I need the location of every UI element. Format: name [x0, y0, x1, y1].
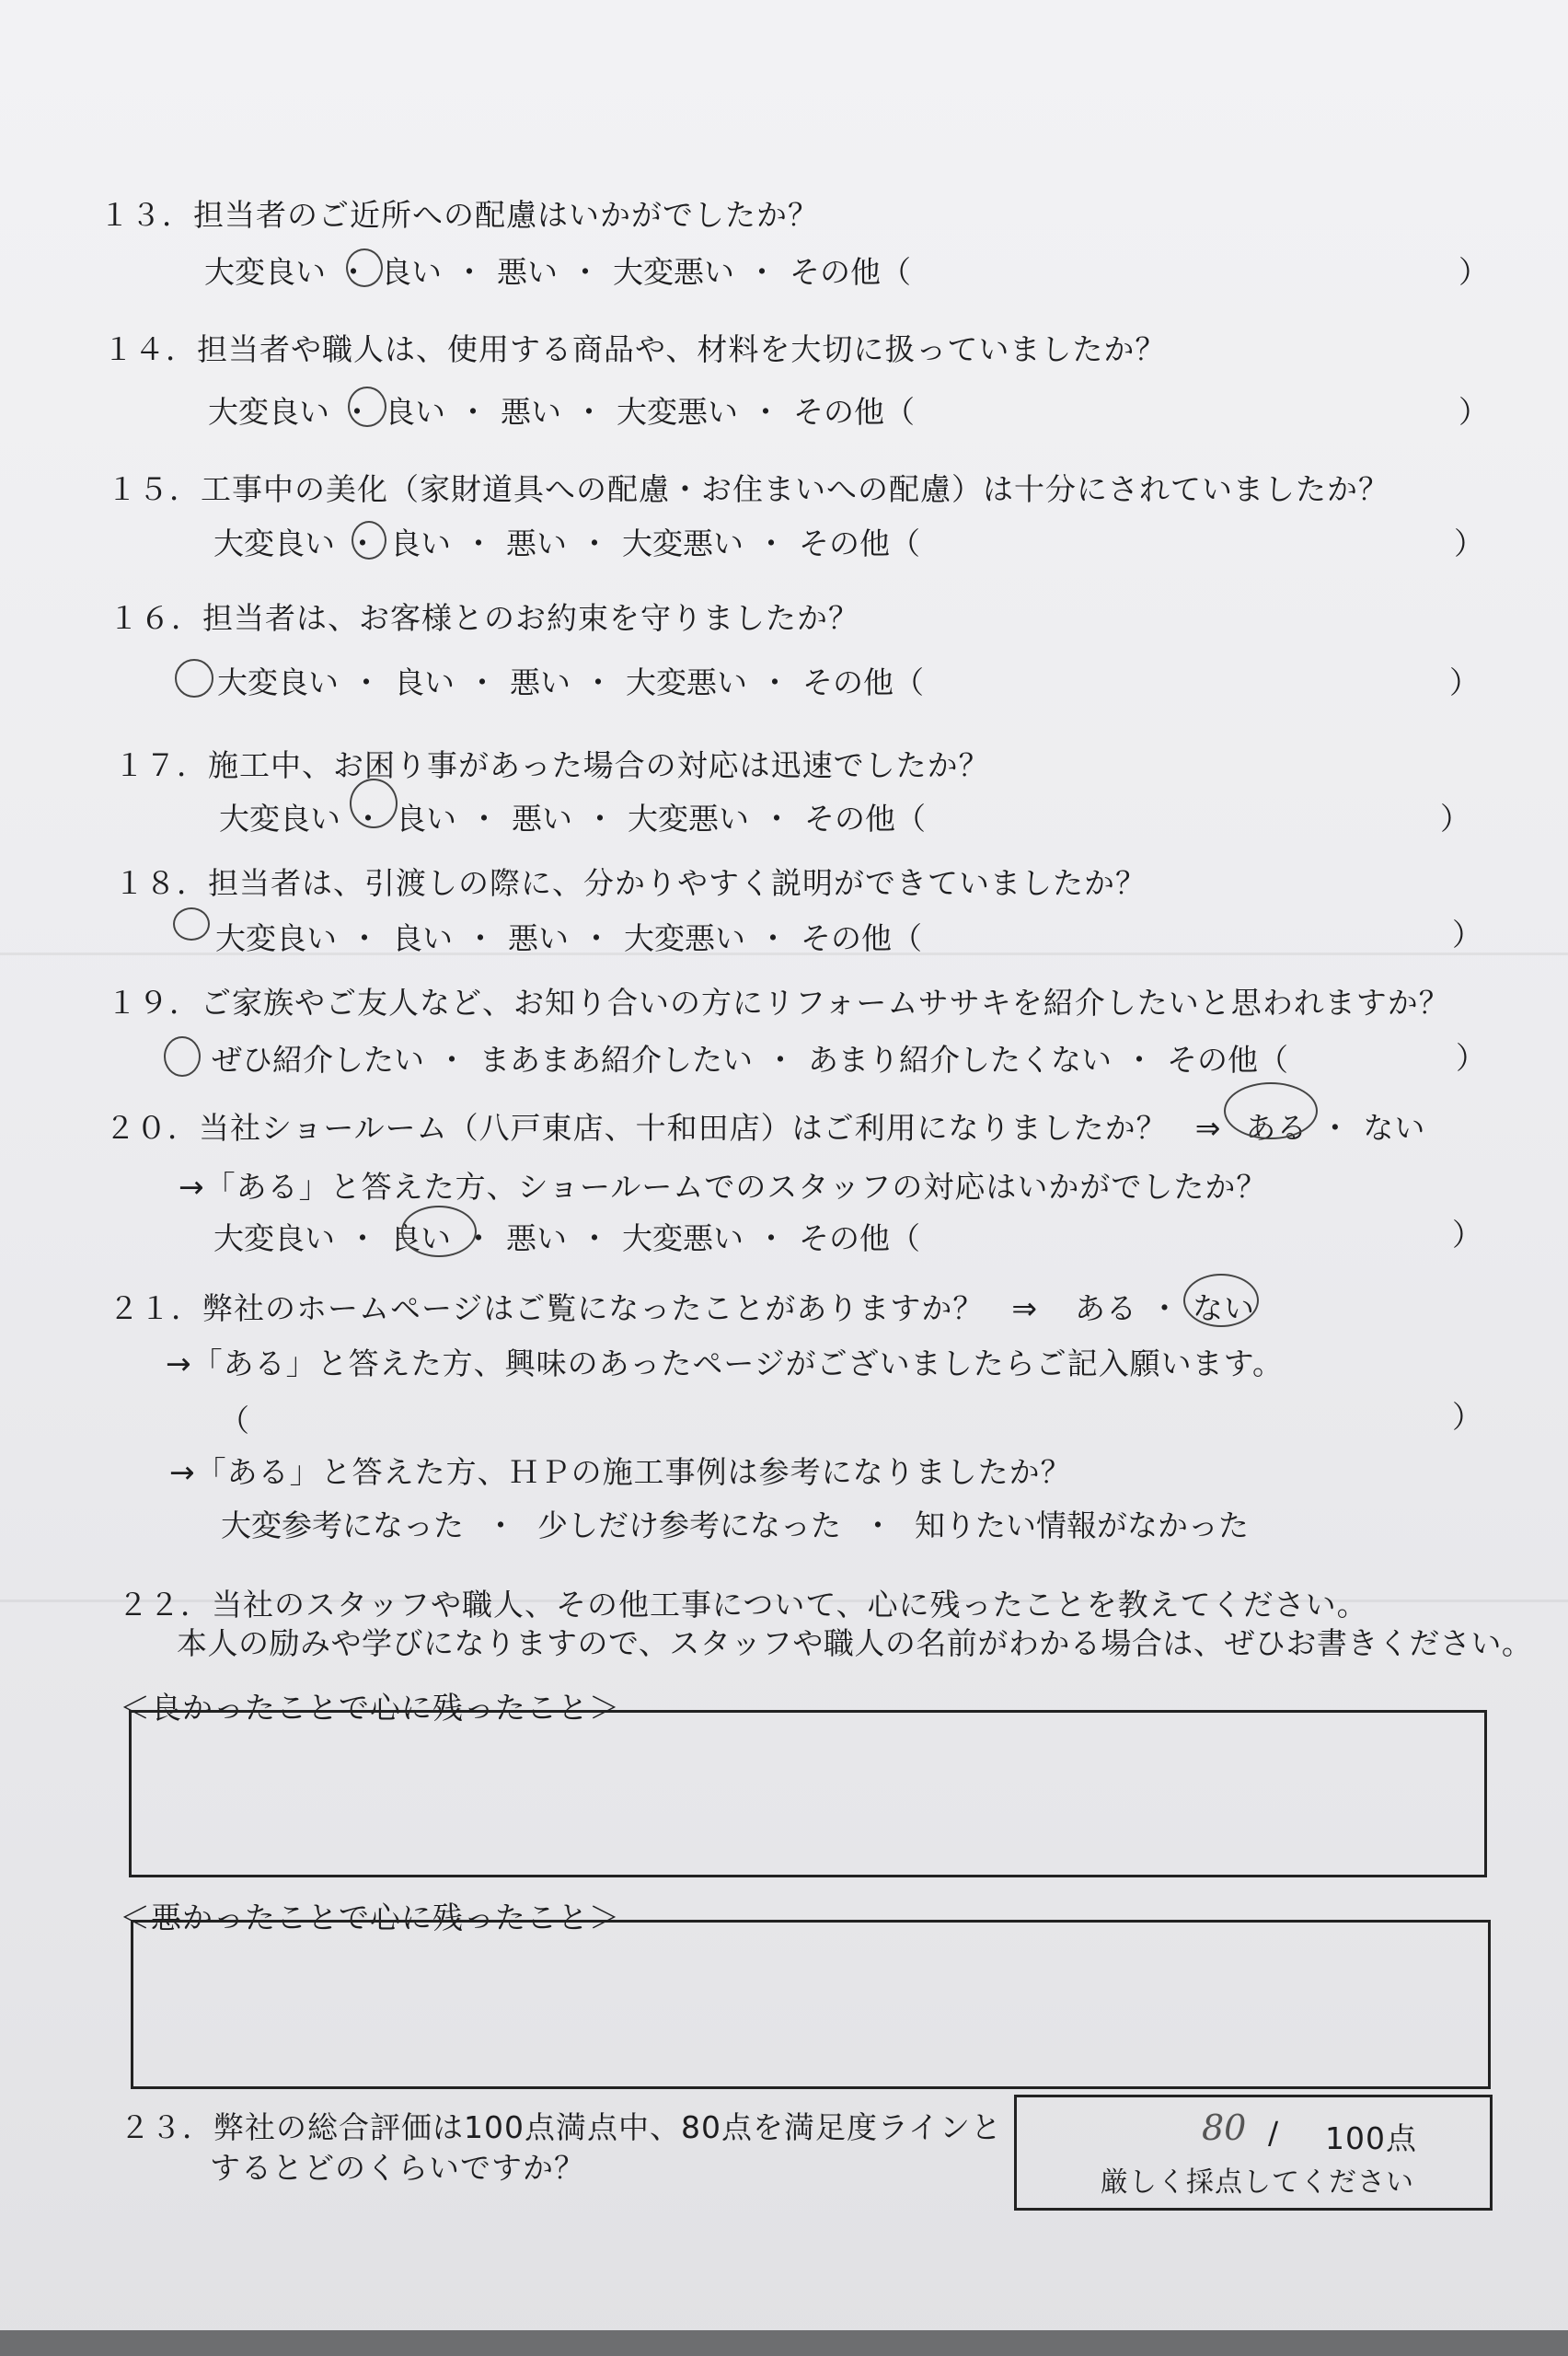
option-other[interactable]: その他（ [802, 664, 924, 700]
q19-options: ぜひ紹介したい ・ まあまあ紹介したい ・ あまり紹介したくない ・ その他（ [212, 1036, 1288, 1080]
question-14: １４．担当者や職人は、使用する商品や、材料を大切に扱っていましたか？ [103, 331, 1167, 367]
option-good[interactable]: 良い [390, 1220, 451, 1256]
hand-circle-mark [346, 248, 383, 287]
close-paren: ） [1452, 1217, 1482, 1253]
question-22-note: 本人の励みや学びになりますので、スタッフや職人の名前がわかる場合は、ぜひお書きください。 [177, 1625, 1533, 1661]
close-paren: ） [1456, 1040, 1486, 1076]
option-slightly-helpful[interactable]: 少しだけ参考になった [537, 1507, 841, 1543]
option-very-bad[interactable]: 大変悪い [622, 525, 744, 561]
question-15: １５．工事中の美化（家財道具への配慮・お住まいへの配慮）は十分にされていましたか？ [107, 471, 1389, 507]
option-good[interactable]: 良い [385, 394, 445, 430]
option-very-good[interactable]: 大変良い [213, 1220, 335, 1256]
option-very-good[interactable]: 大変良い [219, 801, 340, 837]
background-edge [0, 2330, 1568, 2356]
q15-options: 大変良い ・ 良い ・ 悪い ・ 大変悪い ・ その他（ [213, 520, 920, 563]
close-paren: ） [1452, 917, 1482, 953]
question-17: １７．施工中、お困り事があった場合の対応は迅速でしたか？ [114, 747, 990, 783]
hand-circle-mark [1224, 1082, 1318, 1139]
close-paren: ） [1458, 394, 1489, 430]
option-good[interactable]: 良い [381, 254, 442, 290]
option-bad[interactable]: 悪い [501, 394, 561, 430]
q21-options: 大変参考になった ・ 少しだけ参考になった ・ 知りたい情報がなかった [221, 1502, 1249, 1545]
option-definitely[interactable]: ぜひ紹介したい [212, 1042, 424, 1078]
question-21: ２１．弊社のホームページはご覧になったことがありますか？ ⇒ ある ・ ない [109, 1290, 1255, 1326]
close-paren: ） [1440, 801, 1470, 837]
option-other[interactable]: その他（ [804, 801, 926, 837]
option-bad[interactable]: 悪い [508, 920, 569, 956]
question-21-sub2: →「ある」と答えた方、ＨＰの施工事例は参考になりましたか？ [169, 1454, 1072, 1490]
hand-circle-mark [401, 1206, 477, 1257]
option-somewhat[interactable]: まあまあ紹介したい [479, 1042, 753, 1078]
option-bad[interactable]: 悪い [512, 801, 572, 837]
hand-circle-mark [350, 779, 398, 828]
option-yes[interactable]: ある [1245, 1110, 1309, 1146]
option-very-bad[interactable]: 大変悪い [626, 664, 747, 700]
option-bad[interactable]: 悪い [497, 254, 558, 290]
question-22: ２２．当社のスタッフや職人、その他工事について、心に残ったことを教えてください。 [118, 1587, 1368, 1623]
option-other[interactable]: その他（ [801, 920, 922, 956]
question-13: １３．担当者のご近所への配慮はいかがでしたか？ [99, 197, 819, 233]
option-other[interactable]: その他（ [790, 254, 911, 290]
option-good[interactable]: 良い [394, 664, 455, 700]
hand-circle-mark [164, 1036, 201, 1077]
question-23: ２３．弊社の総合評価は100点満点中、80点を満足度ラインと [120, 2109, 1002, 2145]
option-no-info[interactable]: 知りたい情報がなかった [915, 1507, 1249, 1543]
question-23-line2: するとどのくらいですか？ [210, 2150, 585, 2186]
bad-comments-box[interactable] [131, 1920, 1491, 2089]
q18-options: 大変良い ・ 良い ・ 悪い ・ 大変悪い ・ その他（ [215, 915, 922, 958]
option-good[interactable]: 良い [392, 920, 453, 956]
open-paren: （ [219, 1403, 249, 1438]
option-other[interactable]: その他（ [1167, 1042, 1288, 1078]
question-21-sub1: →「ある」と答えた方、興味のあったページがございましたらご記入願います。 [166, 1345, 1285, 1381]
question-16: １６．担当者は、お客様とのお約束を守りましたか？ [109, 600, 859, 636]
question-20-sub: →「ある」と答えた方、ショールームでのスタッフの対応はいかがでしたか？ [179, 1169, 1268, 1205]
handwritten-score: 80 [1202, 2108, 1247, 2148]
option-bad[interactable]: 悪い [506, 525, 567, 561]
option-no[interactable]: ない [1363, 1110, 1426, 1146]
option-yes[interactable]: ある [1075, 1290, 1137, 1326]
option-good[interactable]: 良い [390, 525, 451, 561]
hand-circle-mark [1183, 1274, 1259, 1327]
option-other[interactable]: その他（ [793, 394, 915, 430]
close-paren: ） [1449, 664, 1480, 700]
option-not-really[interactable]: あまり紹介したくない [808, 1042, 1112, 1078]
option-very-bad[interactable]: 大変悪い [624, 920, 745, 956]
question-19: １９．ご家族やご友人など、お知り合いの方にリフォームササキを紹介したいと思われますか？ [107, 985, 1450, 1021]
option-other[interactable]: その他（ [799, 525, 920, 561]
bad-comments-label: ＜悪かったことで心に残ったこと＞ [120, 1900, 620, 1935]
score-note: 厳しく採点してください [1101, 2166, 1414, 2199]
option-very-good[interactable]: 大変良い [208, 394, 329, 430]
hand-circle-mark [348, 387, 386, 427]
question-18: １８．担当者は、引渡しの際に、分かりやすく説明ができていましたか？ [114, 865, 1147, 901]
option-no[interactable]: ない [1193, 1290, 1255, 1326]
q20-options: 大変良い ・ 良い ・ 悪い ・ 大変悪い ・ その他（ [213, 1215, 920, 1258]
option-very-helpful[interactable]: 大変参考になった [221, 1507, 464, 1543]
q14-options: 大変良い ・ 良い ・ 悪い ・ 大変悪い ・ その他（ [208, 388, 915, 432]
score-max: 100点 [1325, 2120, 1417, 2156]
option-very-bad[interactable]: 大変悪い [613, 254, 734, 290]
close-paren: ） [1452, 1399, 1482, 1435]
hand-circle-mark [352, 521, 386, 560]
q17-options: 大変良い ・ 良い ・ 悪い ・ 大変悪い ・ その他（ [219, 795, 926, 838]
score-slash: / [1268, 2115, 1280, 2151]
option-very-bad[interactable]: 大変悪い [628, 801, 749, 837]
option-very-good[interactable]: 大変良い [213, 525, 335, 561]
option-bad[interactable]: 悪い [510, 664, 571, 700]
hand-circle-mark [173, 907, 210, 941]
good-comments-box[interactable] [129, 1710, 1487, 1877]
option-very-bad[interactable]: 大変悪い [622, 1220, 744, 1256]
option-very-good[interactable]: 大変良い [204, 254, 326, 290]
question-20: ２０．当社ショールーム（八戸東店、十和田店）はご利用になりましたか？ ⇒ ある ・ ない [105, 1110, 1426, 1146]
option-very-bad[interactable]: 大変悪い [617, 394, 738, 430]
option-very-good[interactable]: 大変良い [217, 664, 339, 700]
option-very-good[interactable]: 大変良い [215, 920, 337, 956]
close-paren: ） [1458, 254, 1489, 290]
good-comments-label: ＜良かったことで心に残ったこと＞ [120, 1690, 620, 1726]
option-other[interactable]: その他（ [799, 1220, 920, 1256]
q16-options: 大変良い ・ 良い ・ 悪い ・ 大変悪い ・ その他（ [217, 659, 924, 702]
close-paren: ） [1454, 525, 1484, 561]
q13-options: 大変良い ・ 良い ・ 悪い ・ 大変悪い ・ その他（ [204, 248, 911, 292]
option-good[interactable]: 良い [396, 801, 456, 837]
hand-circle-mark [175, 659, 213, 698]
option-bad[interactable]: 悪い [506, 1220, 567, 1256]
